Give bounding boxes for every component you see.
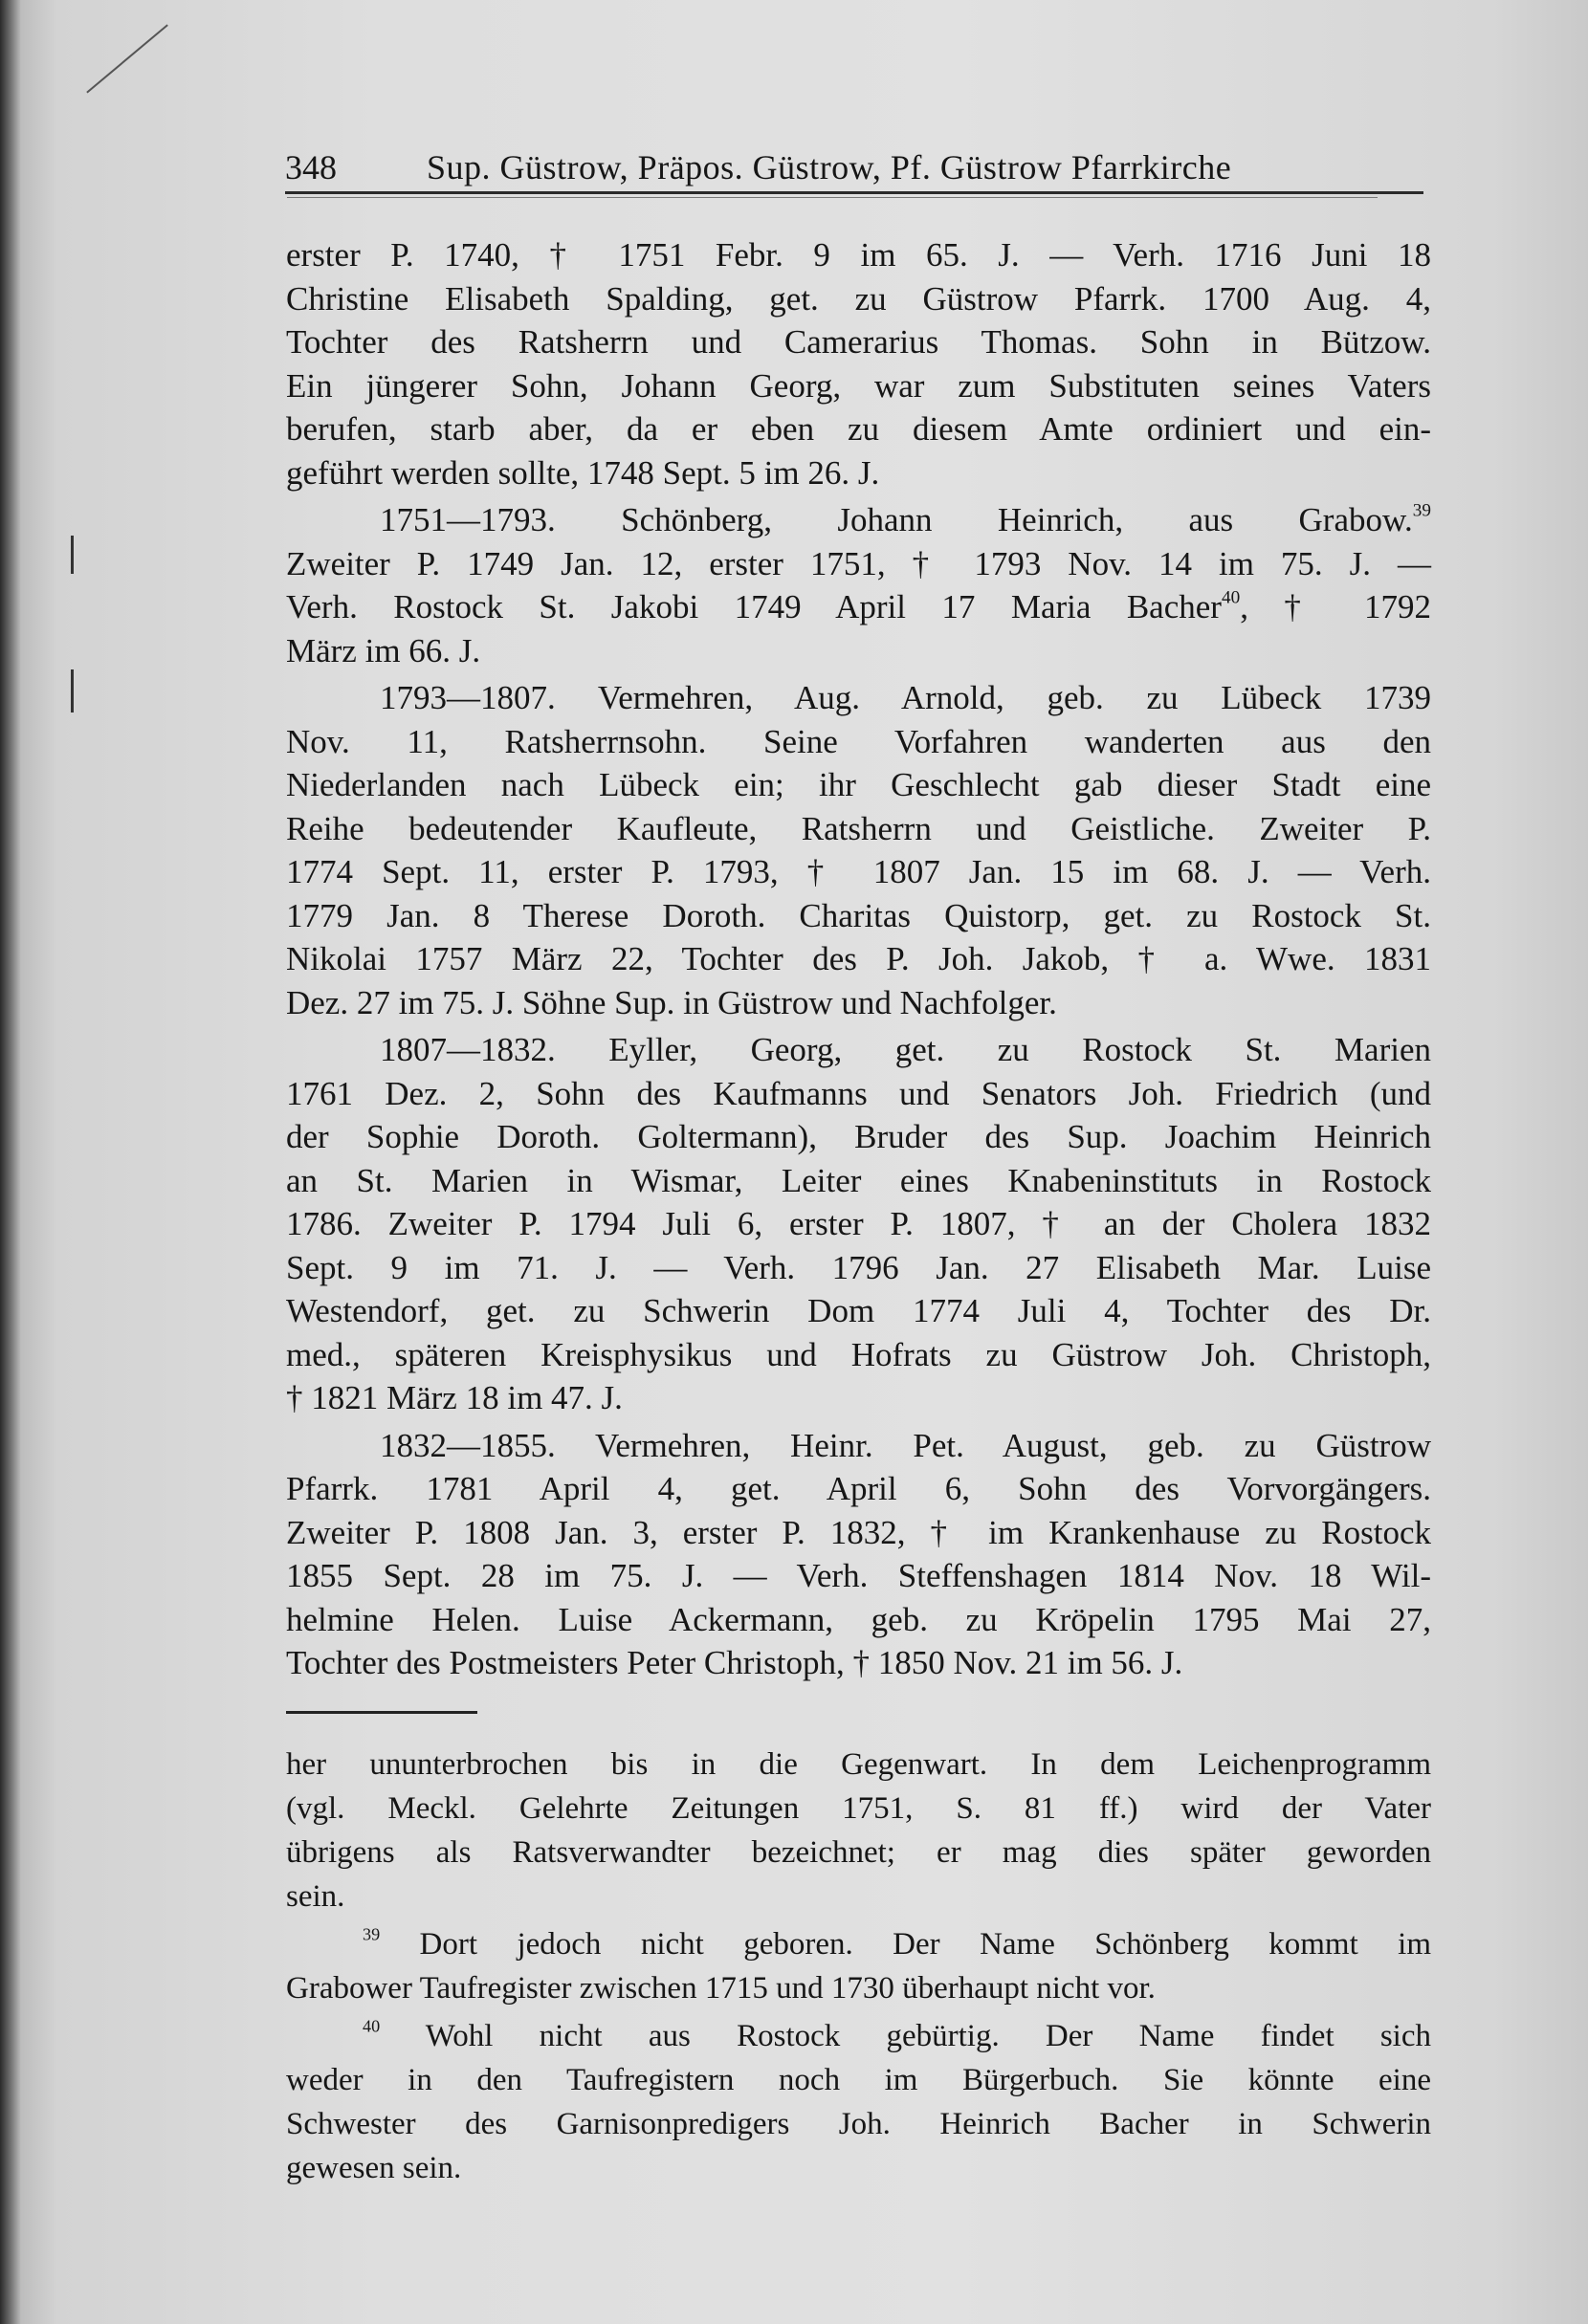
text-line (286, 937, 1431, 981)
scan-edge-mark (71, 669, 74, 713)
text-line (286, 277, 1431, 321)
text-line (286, 1743, 1431, 1787)
text-segment: Reihe bedeutender Kaufleute, Ratsherrn und Geistliche. Zweiter P. (286, 809, 1431, 847)
text-line (286, 1246, 1431, 1290)
text-segment: gewesen sein. (286, 2151, 462, 2185)
text-segment: her ununterbrochen bis in die Gegenwart. In dem Leichenprogramm (286, 1747, 1431, 1782)
text-line (286, 1511, 1431, 1555)
text-line (286, 676, 1431, 720)
text-line (286, 763, 1431, 807)
text-segment: , † 1792 (1240, 588, 1431, 625)
text-segment: Nov. 11, Ratsherrnsohn. Seine Vorfahren wanderten aus den (286, 722, 1431, 760)
text-segment: erster P. 1740, † 1751 Febr. 9 im 65. J. — Verh. 1716 Juni 18 (286, 236, 1431, 274)
paragraph (286, 1424, 1431, 1685)
text-line (286, 1159, 1431, 1203)
text-line (286, 2102, 1431, 2146)
page-number: 348 (285, 148, 337, 186)
text-segment: Ein jüngerer Sohn, Johann Georg, war zum Substituten seines Vaters (286, 366, 1431, 405)
footnotes (286, 1743, 1431, 2194)
text-segment: Tochter des Ratsherrn und Camerarius Thomas. Sohn in Bützow. (286, 323, 1431, 361)
text-segment: Schwester des Garnisonpredigers Joh. Heinrich Bacher in Schwerin (286, 2107, 1431, 2141)
text-line (286, 1598, 1431, 1642)
text-segment: Zweiter P. 1749 Jan. 12, erster 1751, † 1793 Nov. 14 im 75. J. — (286, 544, 1431, 582)
text-segment: 1832—1855. Vermehren, Heinr. Pet. August, geb. zu Güstrow (380, 1426, 1431, 1464)
text-segment: übrigens als Ratsverwandter bezeichnet; er mag dies später geworden (286, 1835, 1431, 1870)
text-line (286, 1831, 1431, 1875)
running-head (285, 143, 1433, 191)
text-line (286, 320, 1431, 364)
text-segment: an St. Marien in Wismar, Leiter eines Knabeninstituts in Rostock (286, 1161, 1431, 1199)
text-line (286, 2146, 1431, 2190)
text-line (286, 1467, 1431, 1511)
footnote-marker: 39 (363, 1924, 381, 1944)
text-segment: 1793—1807. Vermehren, Aug. Arnold, geb. zu Lübeck 1739 (380, 679, 1431, 716)
text-line (286, 894, 1431, 938)
text-segment: Tochter des Postmeisters Peter Christoph, † 1850 Nov. 21 im 56. J. (286, 1644, 1183, 1681)
text-line (286, 451, 1431, 495)
paragraph (286, 498, 1431, 672)
text-segment: 1779 Jan. 8 Therese Doroth. Charitas Quistorp, get. zu Rostock St. (286, 896, 1431, 934)
text-line (286, 1072, 1431, 1116)
text-line (286, 2058, 1431, 2102)
text-segment: 1751—1793. Schönberg, Johann Heinrich, aus Grabow. (380, 501, 1413, 538)
text-segment: Dez. 27 im 75. J. Söhne Sup. in Güstrow und Nachfolger. (286, 983, 1057, 1021)
paragraph (286, 676, 1431, 1024)
text-line (286, 981, 1431, 1025)
text-segment: 1807—1832. Eyller, Georg, get. zu Rostock St. Marien (380, 1031, 1431, 1068)
footnote-paragraph (286, 2014, 1431, 2190)
text-line (286, 542, 1431, 586)
text-line (286, 1202, 1431, 1246)
header-rule (285, 191, 1423, 194)
text-line (286, 1028, 1431, 1072)
text-segment: berufen, starb aber, da er eben zu diesem Amte ordiniert und ein- (286, 410, 1431, 448)
text-line (286, 1641, 1431, 1685)
running-title: Sup. Güstrow, Präpos. Güstrow, Pf. Güstrow Pfarrkirche (427, 148, 1232, 186)
text-segment: Sept. 9 im 71. J. — Verh. 1796 Jan. 27 Elisabeth Mar. Luise (286, 1248, 1431, 1286)
main-text (286, 233, 1431, 1689)
scan-edge-mark (71, 536, 74, 574)
text-segment: med., späteren Kreisphysikus und Hofrats zu Güstrow Joh. Christoph, (286, 1335, 1431, 1373)
text-line (286, 807, 1431, 851)
text-line (286, 407, 1431, 451)
paragraph (286, 233, 1431, 494)
text-segment: 1774 Sept. 11, erster P. 1793, † 1807 Jan. 15 im 68. J. — Verh. (286, 853, 1431, 890)
text-segment: der Sophie Doroth. Goltermann), Bruder des Sup. Joachim Heinrich (286, 1118, 1431, 1155)
text-line (286, 1554, 1431, 1598)
text-segment: Grabower Taufregister zwischen 1715 und 1730 überhaupt nicht vor. (286, 1971, 1156, 2006)
text-segment: helmine Helen. Luise Ackermann, geb. zu Kröpelin 1795 Mai 27, (286, 1600, 1431, 1638)
footnote-paragraph (286, 1743, 1431, 1918)
text-segment: Zweiter P. 1808 Jan. 3, erster P. 1832, † im Krankenhause zu Rostock (286, 1513, 1431, 1551)
text-segment: Nikolai 1757 März 22, Tochter des P. Joh. Jakob, † a. Wwe. 1831 (286, 940, 1431, 977)
text-line (286, 364, 1431, 408)
text-line (286, 585, 1431, 629)
text-segment: Dort jedoch nicht geboren. Der Name Schönberg kommt im (380, 1927, 1431, 1962)
scan-scratch-mark (86, 24, 168, 93)
text-line (286, 1875, 1431, 1918)
text-line (286, 1115, 1431, 1159)
text-segment: Verh. Rostock St. Jakobi 1749 April 17 Maria Bacher (286, 588, 1222, 625)
footnote-marker: 40 (1221, 587, 1241, 608)
text-segment: sein. (286, 1879, 345, 1914)
text-segment: 1761 Dez. 2, Sohn des Kaufmanns und Senators Joh. Friedrich (und (286, 1074, 1431, 1112)
text-segment: (vgl. Meckl. Gelehrte Zeitungen 1751, S. 81 ff.) wird der Vater (286, 1791, 1431, 1826)
footnote-marker: 40 (363, 2016, 381, 2036)
text-segment: weder in den Taufregistern noch im Bürgerbuch. Sie könnte eine (286, 2063, 1431, 2097)
footnote-rule (286, 1711, 477, 1714)
text-line (286, 1922, 1431, 1966)
text-segment: Wohl nicht aus Rostock gebürtig. Der Name findet sich (380, 2019, 1431, 2053)
text-line (286, 1376, 1431, 1420)
paragraph (286, 1028, 1431, 1420)
text-line (286, 1424, 1431, 1468)
text-segment: März im 66. J. (286, 631, 481, 669)
text-line (286, 850, 1431, 894)
footnote-paragraph (286, 1922, 1431, 2010)
text-line (286, 1289, 1431, 1333)
text-segment: † 1821 März 18 im 47. J. (286, 1379, 623, 1416)
header-rule-secondary (287, 197, 1378, 198)
text-segment: 1786. Zweiter P. 1794 Juli 6, erster P. 1807, † an der Cholera 1832 (286, 1205, 1431, 1242)
text-line (286, 720, 1431, 764)
footnote-marker: 39 (1412, 500, 1431, 521)
text-line (286, 1966, 1431, 2010)
text-segment: Niederlanden nach Lübeck ein; ihr Geschlecht gab dieser Stadt eine (286, 766, 1431, 803)
text-segment: Pfarrk. 1781 April 4, get. April 6, Sohn des Vorvorgängers. (286, 1470, 1431, 1507)
text-line (286, 629, 1431, 673)
text-line (286, 1787, 1431, 1831)
text-line (286, 498, 1431, 542)
text-line (286, 1333, 1431, 1377)
text-segment: Christine Elisabeth Spalding, get. zu Güstrow Pfarrk. 1700 Aug. 4, (286, 279, 1431, 318)
text-segment: 1855 Sept. 28 im 75. J. — Verh. Steffenshagen 1814 Nov. 18 Wil- (286, 1557, 1431, 1594)
text-line (286, 233, 1431, 277)
text-segment: geführt werden sollte, 1748 Sept. 5 im 26. J. (286, 453, 880, 492)
text-line (286, 2014, 1431, 2058)
text-segment: Westendorf, get. zu Schwerin Dom 1774 Juli 4, Tochter des Dr. (286, 1292, 1431, 1329)
